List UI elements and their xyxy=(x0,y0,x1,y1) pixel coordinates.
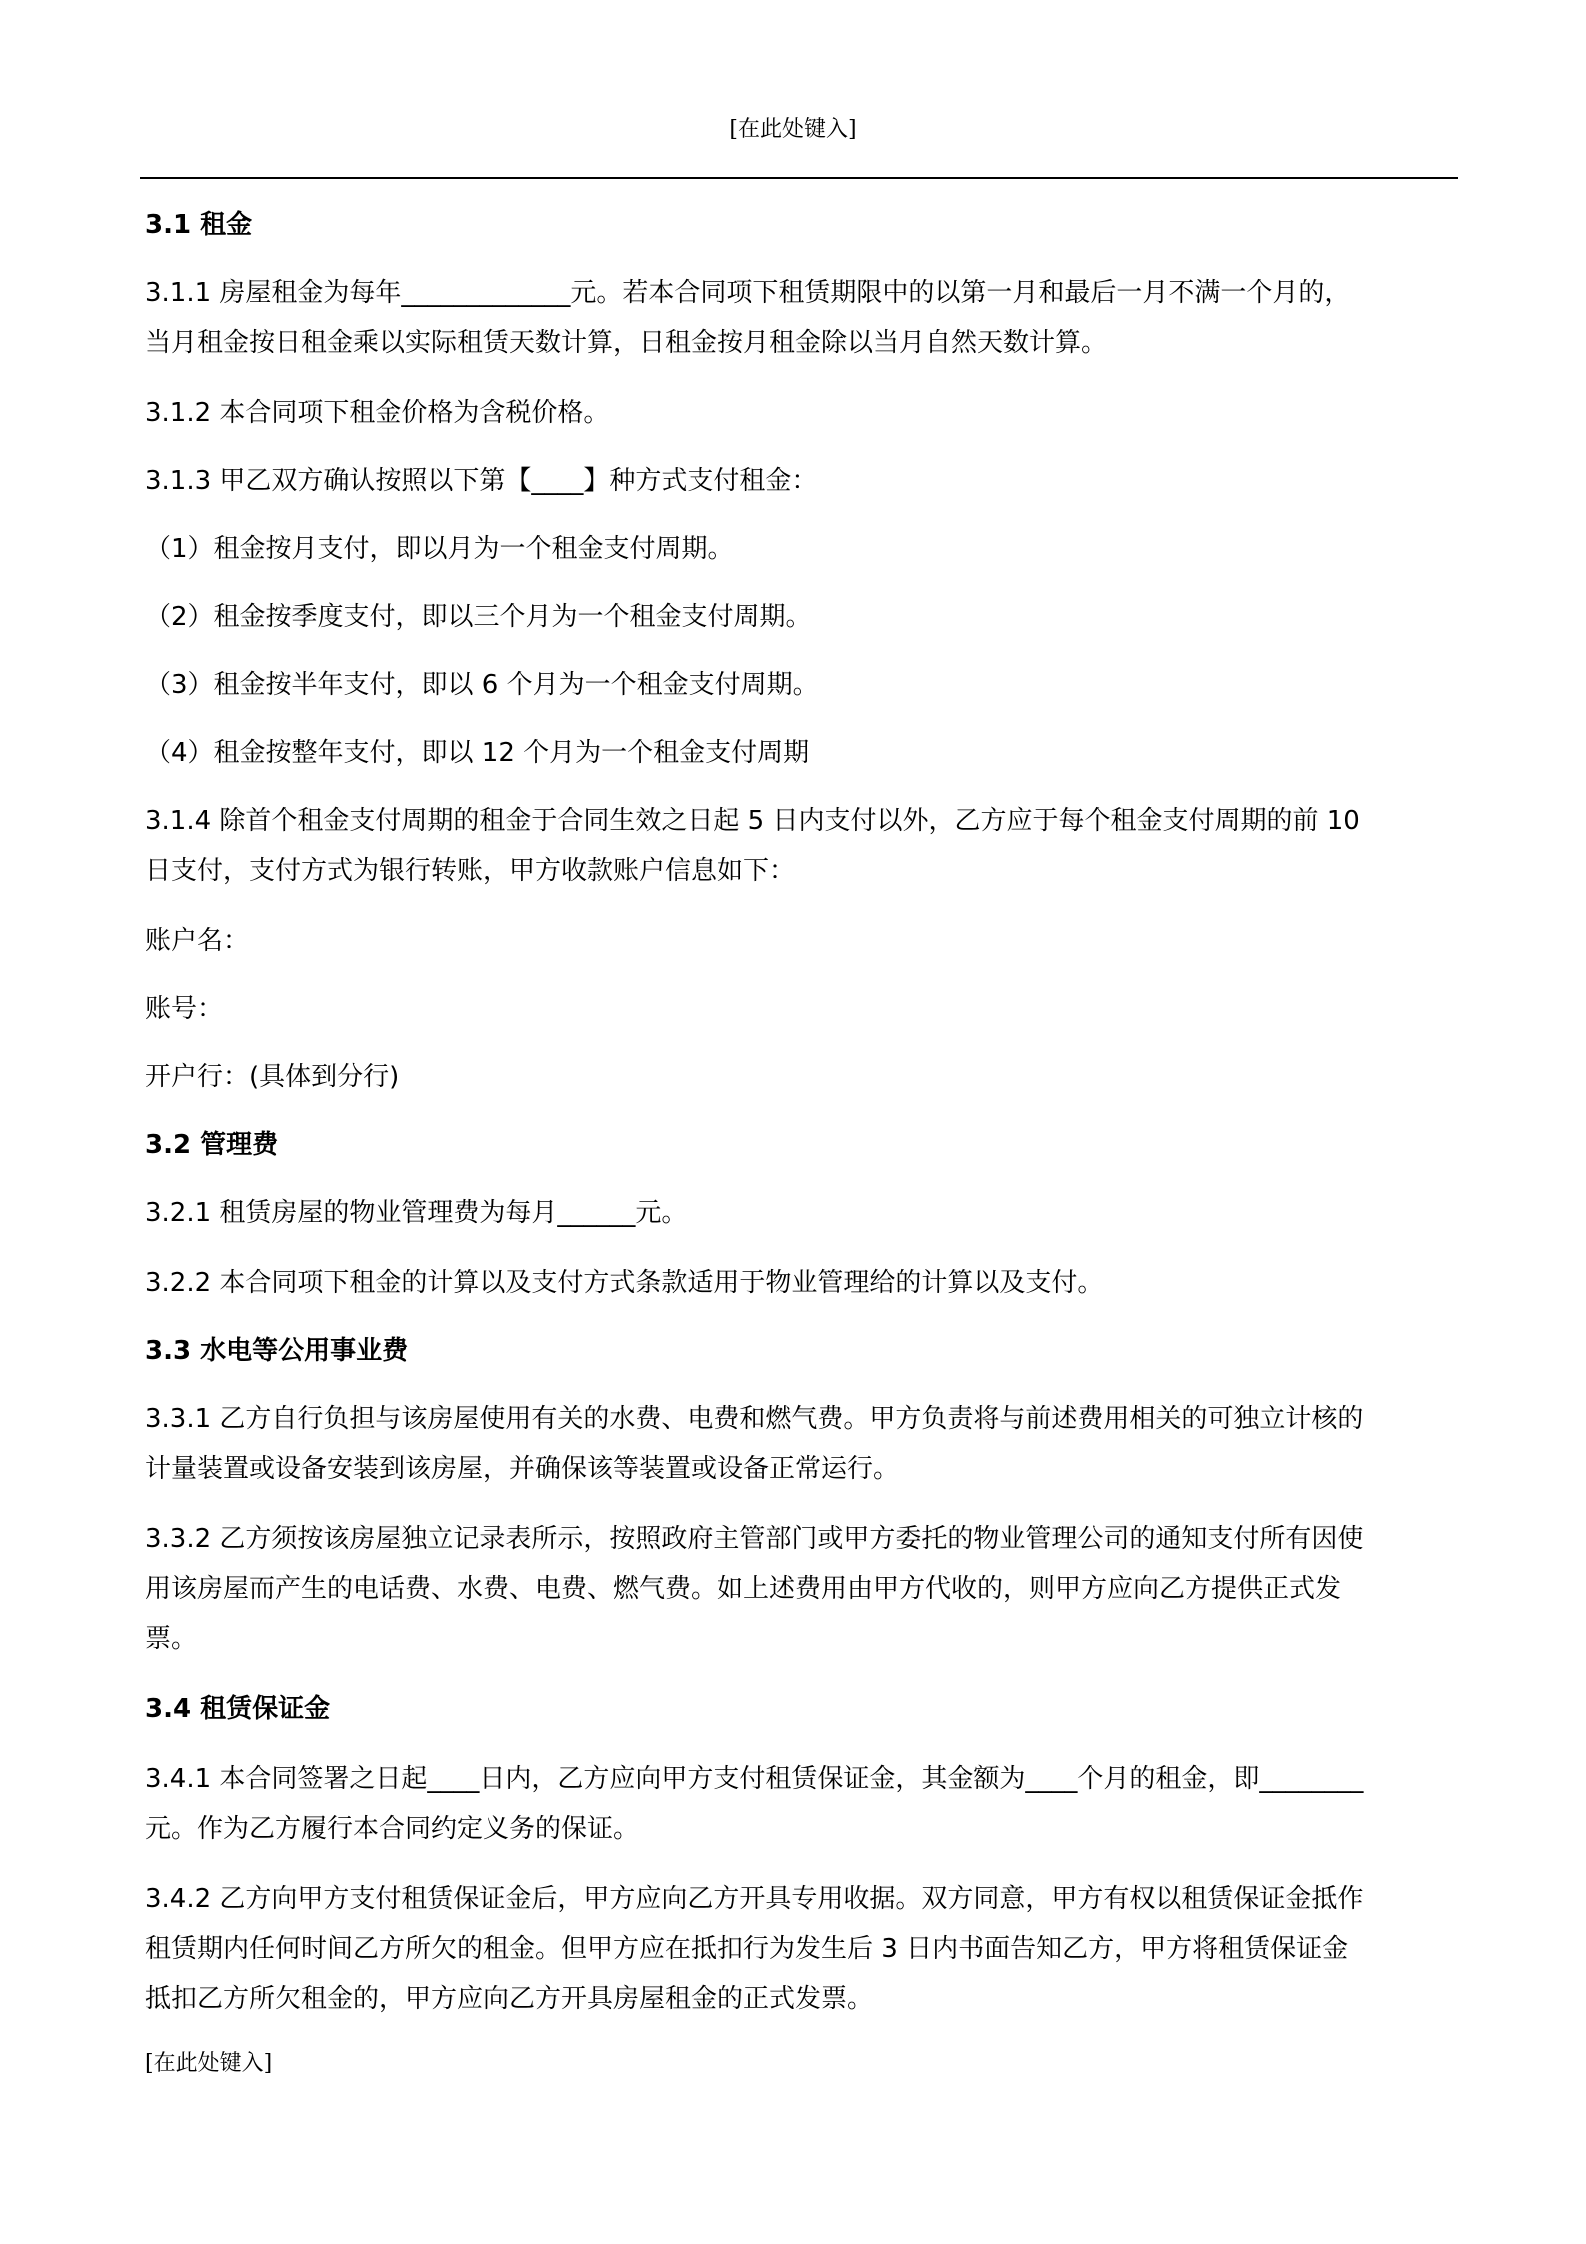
heading-3-4: 3.4 租赁保证金 xyxy=(145,1694,331,1724)
heading-3-3: 3.3 水电等公用事业费 xyxy=(145,1336,409,1366)
clause-3-1-1 xyxy=(145,268,1455,368)
clause-3-1-4-line-1: 3.1.4 除首个租金支付周期的租金于合同生效之日起 5 日内支付以外，乙方应于每个租金支付周期的前 10 xyxy=(145,806,1360,836)
option-4: （4）租金按整年支付，即以 12 个月为一个租金支付周期 xyxy=(145,738,810,768)
clause-3-4-1 xyxy=(145,1754,1455,1854)
clause-3-2-2: 3.2.2 本合同项下租金的计算以及支付方式条款适用于物业管理给的计算以及支付。 xyxy=(145,1268,1104,1298)
clause-3-3-1 xyxy=(145,1394,1455,1494)
clause-3-3-2-line-1: 3.3.2 乙方须按该房屋独立记录表所示，按照政府主管部门或甲方委托的物业管理公司的通知支付所有因使 xyxy=(145,1524,1364,1554)
page-header: [在此处键入] xyxy=(729,117,857,142)
clause-3-1-4-line-2: 日支付，支付方式为银行转账，甲方收款账户信息如下： xyxy=(145,856,796,886)
clause-3-2-1: 3.2.1 租赁房屋的物业管理费为每月______元。 xyxy=(145,1198,688,1228)
clause-3-4-1-line-2: 元。作为乙方履行本合同约定义务的保证。 xyxy=(145,1814,640,1844)
clause-3-4-2-line-1: 3.4.2 乙方向甲方支付租赁保证金后，甲方应向乙方开具专用收据。双方同意，甲方有权以租赁保证金抵作 xyxy=(145,1884,1364,1914)
clause-3-3-2 xyxy=(145,1514,1455,1664)
account-name: 账户名： xyxy=(145,926,250,956)
clause-3-3-2-line-2: 用该房屋而产生的电话费、水费、电费、燃气费。如上述费用由甲方代收的，则甲方应向乙方提供正式发 xyxy=(145,1574,1342,1604)
heading-3-1: 3.1 租金 xyxy=(145,210,253,240)
clause-3-1-1-line-2: 当月租金按日租金乘以实际租赁天数计算，日租金按月租金除以当月自然天数计算。 xyxy=(145,328,1108,358)
clause-3-4-1-line-1: 3.4.1 本合同签署之日起____日内，乙方应向甲方支付租赁保证金，其金额为____个月的租金，即________ xyxy=(145,1764,1364,1794)
clause-3-1-2: 3.1.2 本合同项下租金价格为含税价格。 xyxy=(145,398,610,428)
page-footer: [在此处键入] xyxy=(145,2051,273,2076)
header-rule xyxy=(140,177,1458,179)
clause-3-1-4 xyxy=(145,796,1455,896)
clause-3-1-1-line-1: 3.1.1 房屋租金为每年_____________元。若本合同项下租赁期限中的以第一月和最后一月不满一个月的， xyxy=(145,278,1351,308)
document-body xyxy=(145,200,1455,2024)
option-3: （3）租金按半年支付，即以 6 个月为一个租金支付周期。 xyxy=(145,670,819,700)
clause-3-3-1-line-2: 计量装置或设备安装到该房屋，并确保该等装置或设备正常运行。 xyxy=(145,1454,900,1484)
clause-3-3-2-line-3: 票。 xyxy=(145,1624,198,1654)
clause-3-3-1-line-1: 3.3.1 乙方自行负担与该房屋使用有关的水费、电费和燃气费。甲方负责将与前述费用相关的可独立计核的 xyxy=(145,1404,1364,1434)
heading-3-2: 3.2 管理费 xyxy=(145,1130,279,1160)
clause-3-4-2-line-2: 租赁期内任何时间乙方所欠的租金。但甲方应在抵扣行为发生后 3 日内书面告知乙方，甲方将租赁保证金 xyxy=(145,1934,1349,1964)
clause-3-4-2-line-3: 抵扣乙方所欠租金的，甲方应向乙方开具房屋租金的正式发票。 xyxy=(145,1984,874,2014)
option-2: （2）租金按季度支付，即以三个月为一个租金支付周期。 xyxy=(145,602,812,632)
clause-3-1-3: 3.1.3 甲乙双方确认按照以下第【____】种方式支付租金： xyxy=(145,466,818,496)
bank-branch: 开户行：(具体到分行) xyxy=(145,1062,400,1092)
option-1: （1）租金按月支付，即以月为一个租金支付周期。 xyxy=(145,534,734,564)
account-number: 账号： xyxy=(145,994,224,1024)
clause-3-4-2 xyxy=(145,1874,1455,2024)
